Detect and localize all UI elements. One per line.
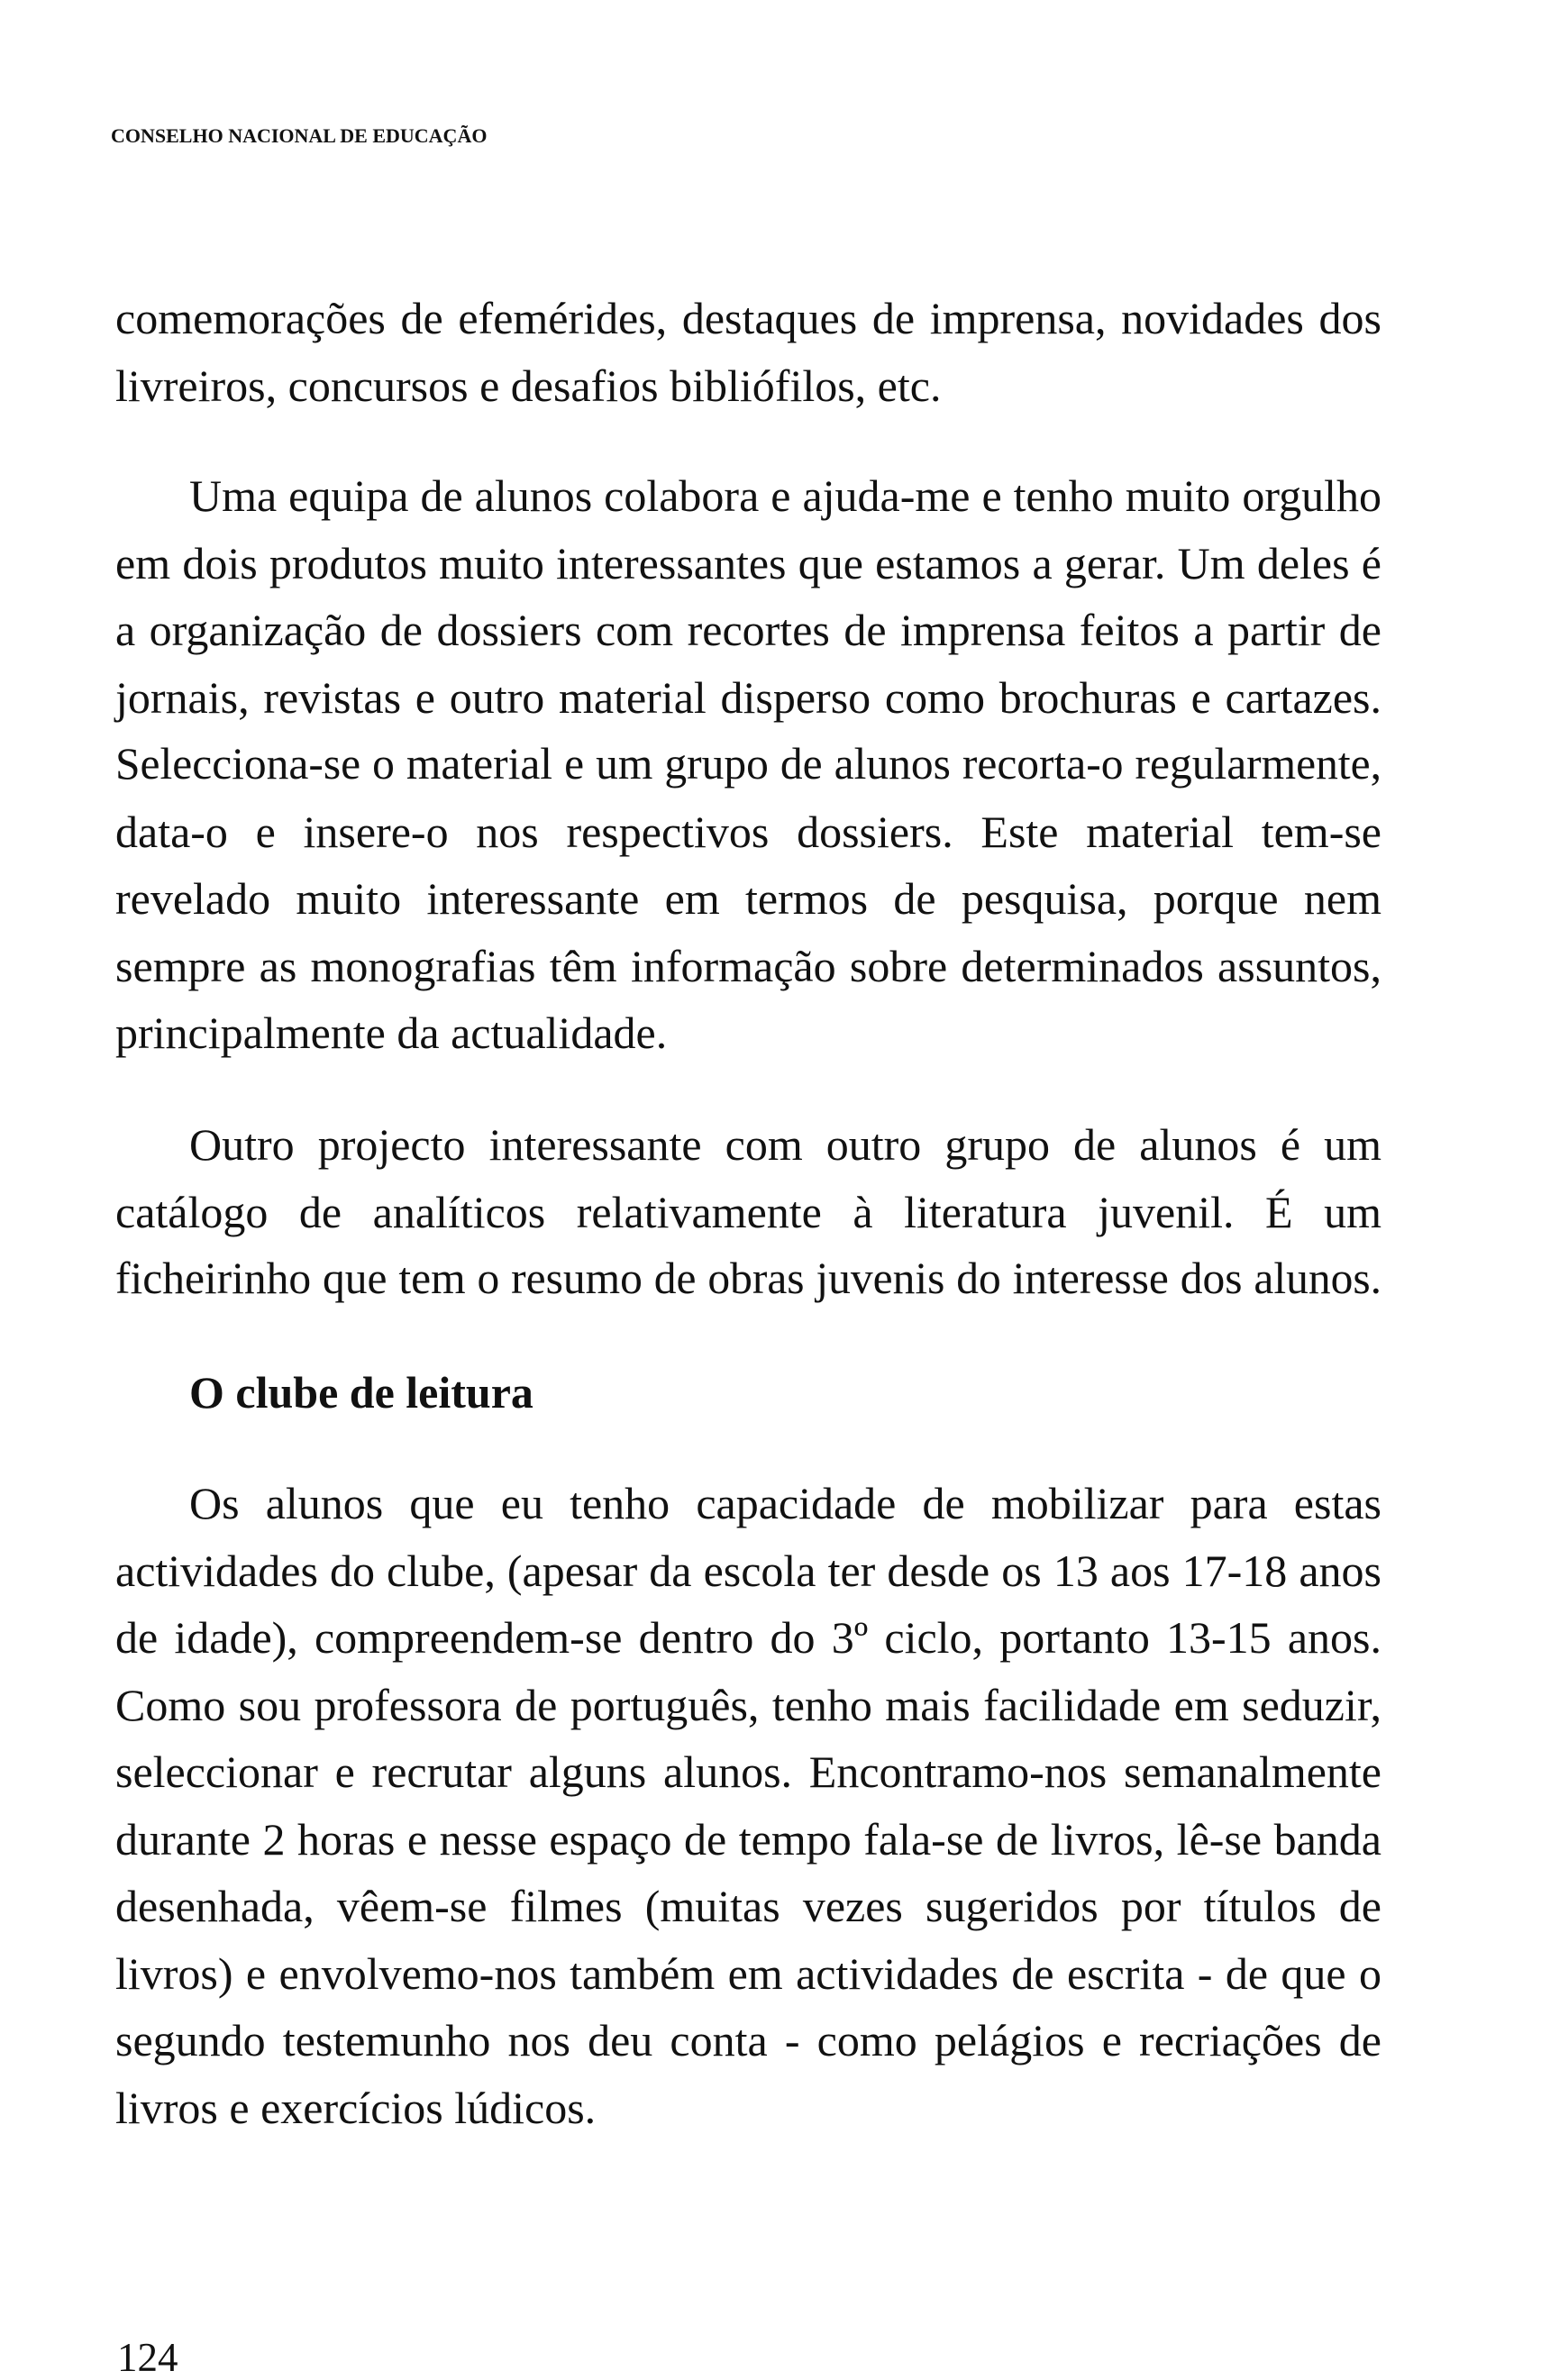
- paragraph-2: [115, 462, 1381, 1067]
- text-line: actividades do clube, (apesar da escola ter desde os 13 aos 17-18 anos: [115, 1545, 1381, 1596]
- paragraph-3: [115, 1111, 1381, 1313]
- text-line: Outro projecto interessante com outro grupo de alunos é um: [189, 1119, 1381, 1170]
- text-line: Selecciona-se o material e um grupo de alunos recorta-o regularmente,: [115, 739, 1381, 789]
- text-line: segundo testemunho nos deu conta - como pelágios e recriações de: [115, 2015, 1381, 2065]
- running-header: CONSELHO NACIONAL DE EDUCAÇÃO: [111, 124, 488, 147]
- text-line: desenhada, vêem-se filmes (muitas vezes sugeridos por títulos de: [115, 1881, 1381, 1931]
- page-number: 124: [117, 2335, 178, 2380]
- text-line: seleccionar e recrutar alguns alunos. Encontramo-nos semanalmente: [115, 1746, 1381, 1797]
- text-line: sempre as monografias têm informação sobre determinados assuntos,: [115, 940, 1381, 991]
- text-line: revelado muito interessante em termos de pesquisa, porque nem: [115, 873, 1381, 924]
- text-line: Uma equipa de alunos colabora e ajuda-me e tenho muito orgulho: [189, 470, 1381, 521]
- text-line: data-o e insere-o nos respectivos dossiers. Este material tem-se: [115, 806, 1381, 857]
- text-line: catálogo de analíticos relativamente à literatura juvenil. É um: [115, 1186, 1381, 1237]
- section-heading: O clube de leitura: [189, 1367, 533, 1418]
- text-line: Como sou professora de português, tenho mais facilidade em seduzir,: [115, 1679, 1381, 1730]
- paragraph-4: [115, 1470, 1381, 2141]
- text-line: livreiros, concursos e desafios bibliófilos, etc.: [115, 360, 942, 411]
- text-line: a organização de dossiers com recortes de imprensa feitos a partir de: [115, 605, 1381, 655]
- text-line: Os alunos que eu tenho capacidade de mobilizar para estas: [189, 1478, 1381, 1528]
- text-line: comemorações de efemérides, destaques de imprensa, novidades dos: [115, 293, 1381, 343]
- paragraph-1: [115, 285, 1381, 419]
- text-line: ficheirinho que tem o resumo de obras juvenis do interesse dos alunos.: [115, 1254, 1381, 1303]
- text-line: principalmente da actualidade.: [115, 1008, 668, 1058]
- text-line: livros) e envolvemo-nos também em actividades de escrita - de que o: [115, 1947, 1381, 1999]
- text-line: de idade), compreendem-se dentro do 3º ciclo, portanto 13-15 anos.: [115, 1612, 1381, 1663]
- text-line: durante 2 horas e nesse espaço de tempo fala-se de livros, lê-se banda: [115, 1813, 1381, 1865]
- text-line: jornais, revistas e outro material disperso como brochuras e cartazes.: [115, 671, 1381, 723]
- text-line: em dois produtos muito interessantes que estamos a gerar. Um deles é: [115, 537, 1381, 588]
- text-line: livros e exercícios lúdicos.: [115, 2082, 597, 2133]
